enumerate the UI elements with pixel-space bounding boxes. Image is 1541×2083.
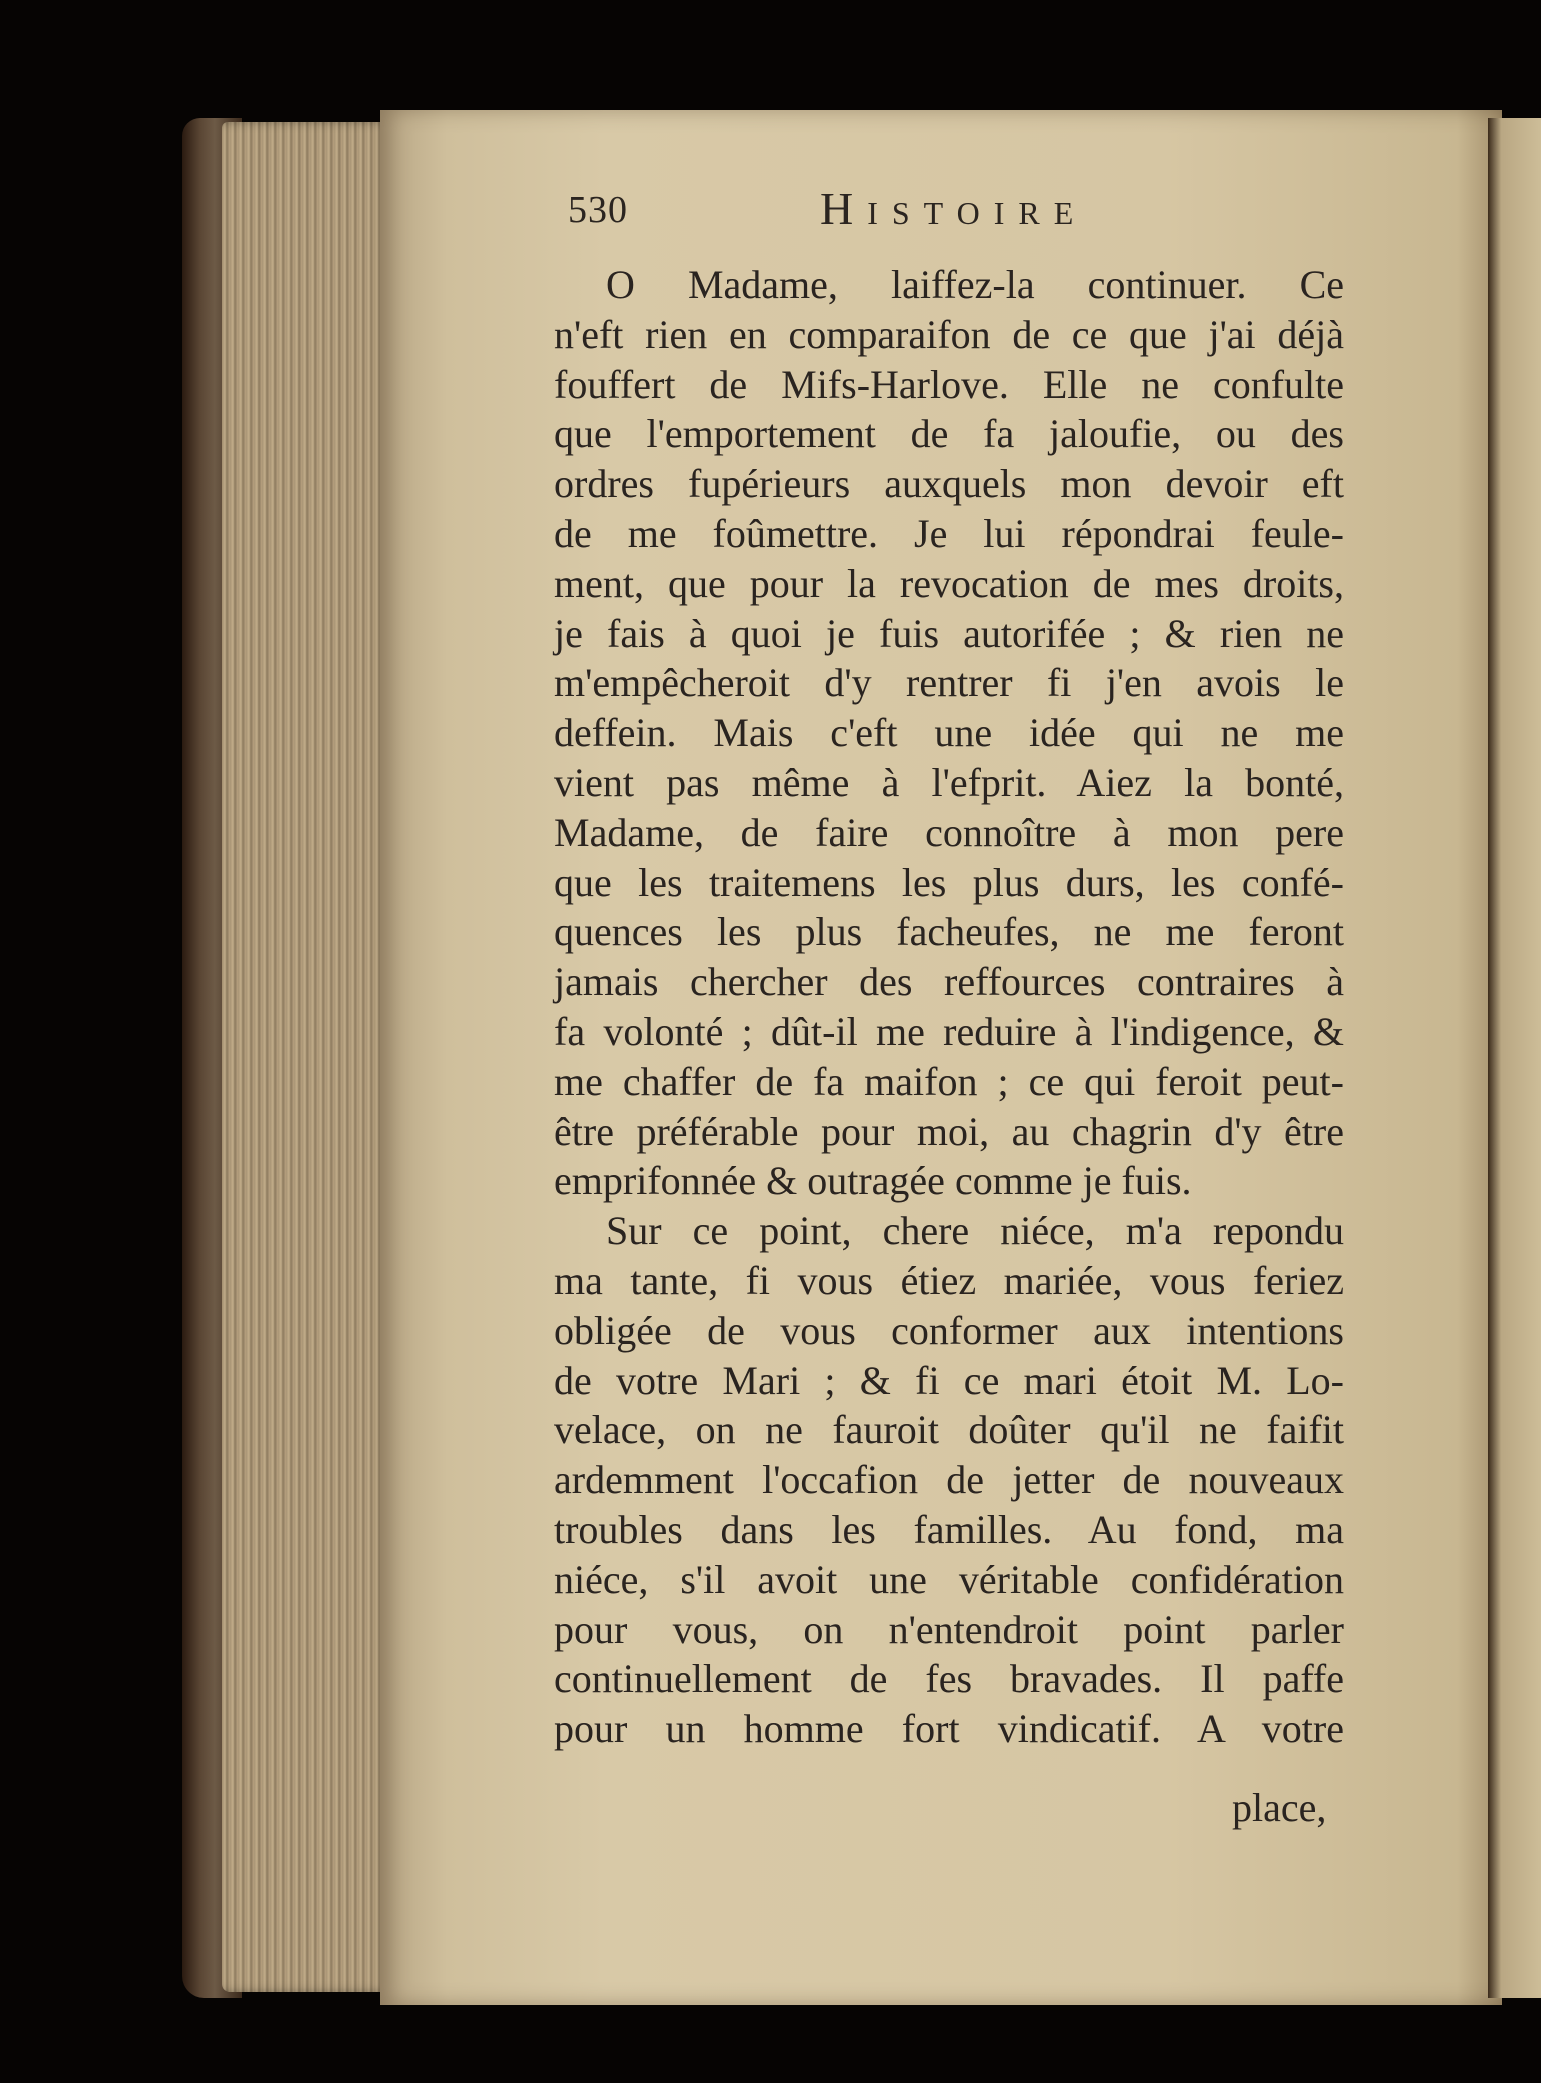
- text-line: me chaffer de fa maifon ; ce qui feroit peut-: [554, 1058, 1344, 1104]
- text-line: être préférable pour moi, au chagrin d'y être: [554, 1108, 1344, 1154]
- text-line: niéce, s'il avoit une véritable confidération: [554, 1556, 1344, 1602]
- text-line: vient pas même à l'efprit. Aiez la bonté,: [554, 759, 1344, 805]
- body-text: [554, 260, 1344, 1754]
- text-line: ment, que pour la revocation de mes droits,: [554, 560, 1344, 606]
- text-line: fa volonté ; dût-il me reduire à l'indigence, &: [554, 1008, 1344, 1054]
- text-line: que l'emportement de fa jaloufie, ou des: [554, 411, 1344, 457]
- text-line: emprifonnée & outragée comme je fuis.: [554, 1158, 1192, 1204]
- text-line: ardemment l'occafion de jetter de nouveaux: [554, 1457, 1344, 1503]
- running-title: Histoire: [820, 183, 1088, 234]
- text-line: Madame, de faire connoître à mon pere: [554, 809, 1344, 855]
- text-line: quences les plus facheufes, ne me feront: [554, 909, 1344, 955]
- text-line: de votre Mari ; & fi ce mari étoit M. Lo-: [554, 1357, 1344, 1403]
- page-edges: [222, 122, 390, 1992]
- text-line: je fais à quoi je fuis autorifée ; & rien ne: [554, 610, 1344, 656]
- text-line: que les traitemens les plus durs, les confé-: [554, 859, 1344, 905]
- catchword: place,: [1232, 1785, 1327, 1830]
- text-line: troubles dans les familles. Au fond, ma: [554, 1506, 1344, 1552]
- text-line: ordres fupérieurs auxquels mon devoir eft: [554, 461, 1344, 507]
- text-line: jamais chercher des reffources contraires à: [554, 959, 1344, 1005]
- text-line: ma tante, fi vous étiez mariée, vous feriez: [554, 1257, 1344, 1303]
- page-number: 530: [568, 189, 628, 231]
- text-line: velace, on ne fauroit doûter qu'il ne faifit: [554, 1407, 1344, 1453]
- text-line: obligée de vous conformer aux intentions: [554, 1307, 1344, 1353]
- text-line: O Madame, laiffez-la continuer. Ce: [606, 262, 1344, 307]
- text-line: deffein. Mais c'eft une idée qui ne me: [554, 710, 1344, 756]
- text-line: m'empêcheroit d'y rentrer fi j'en avois le: [554, 660, 1344, 706]
- facing-page-edge: [1488, 118, 1541, 1998]
- page-header: [568, 183, 1168, 244]
- text-line: fouffert de Mifs-Harlove. Elle ne confulte: [554, 361, 1344, 407]
- text-line: pour vous, on n'entendroit point parler: [554, 1606, 1344, 1652]
- text-line: pour un homme fort vindicatif. A votre: [554, 1706, 1344, 1752]
- text-line: n'eft rien en comparaifon de ce que j'ai déjà: [554, 311, 1344, 357]
- text-line: de me foûmettre. Je lui répondrai feule-: [554, 510, 1344, 556]
- text-line: continuellement de fes bravades. Il paffe: [554, 1656, 1344, 1702]
- text-line: Sur ce point, chere niéce, m'a repondu: [606, 1208, 1344, 1254]
